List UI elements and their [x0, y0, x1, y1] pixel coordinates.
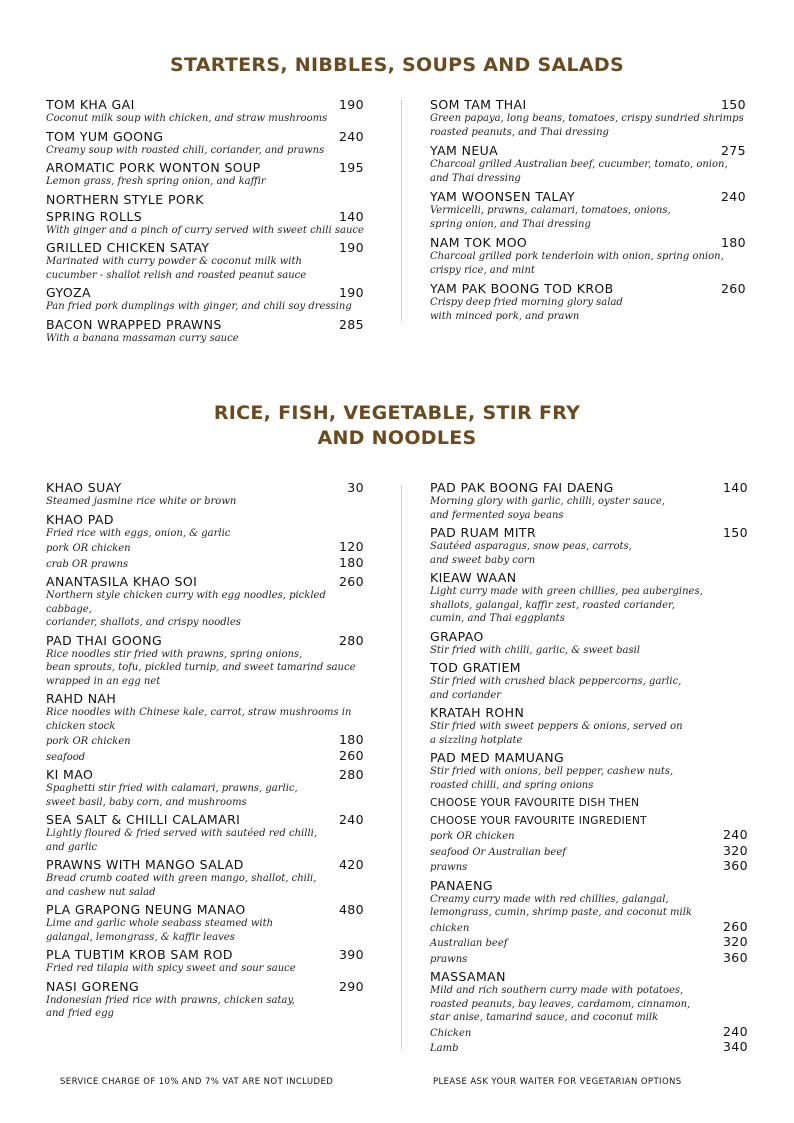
menu-item-description: shallots, galangal, kaffir zest, roasted coriander,: [430, 599, 675, 611]
menu-item-price: 180: [720, 235, 746, 250]
menu-item-description: Vermicelli, prawns, calamari, tomatoes, onions,: [430, 205, 671, 216]
menu-item-name: PRAWNS WITH MANGO SALAD: [46, 857, 244, 872]
menu-item-description: Rice noodles with Chinese kale, carrot, straw mushrooms in chicken stock: [46, 707, 352, 732]
menu-item-option: [46, 556, 364, 572]
starters-right-column: [430, 97, 746, 327]
menu-item-row: [430, 281, 746, 296]
section-title-rice: [0, 401, 794, 451]
menu-item-description: Marinated with curry powder & coconut milk with: [46, 256, 302, 267]
menu-item: [46, 691, 364, 764]
menu-item-description: bean sprouts, tofu, pickled turnip, and sweet tamarind sauce: [46, 662, 356, 673]
menu-item-row: [46, 979, 364, 994]
menu-item-description: coriander, shallots, and crispy noodles: [46, 617, 241, 628]
menu-item-row: [46, 129, 364, 144]
menu-item: [430, 750, 748, 792]
menu-item-price: 190: [338, 240, 364, 255]
menu-item-option: [430, 935, 748, 951]
menu-item-description: Crispy deep fried morning glory salad: [430, 297, 623, 308]
menu-item-name: SPRING ROLLS: [46, 208, 143, 224]
menu-item: [46, 209, 364, 238]
menu-item-price: 280: [338, 632, 364, 648]
menu-item-name: SOM TAM THAI: [430, 97, 527, 112]
menu-item-description: Green papaya, long beans, tomatoes, crispy sundried shrimps: [430, 113, 744, 124]
menu-item: [46, 512, 364, 572]
menu-item-row: [430, 97, 746, 112]
option-price: 120: [338, 539, 364, 554]
choose-block: [430, 796, 748, 875]
option-price: 180: [338, 554, 364, 570]
option-label: seafood: [46, 751, 86, 763]
menu-item-description: Fried rice with eggs, onion, & garlic: [46, 527, 231, 539]
menu-item-description: and garlic: [46, 841, 98, 853]
menu-item-row: [46, 812, 364, 827]
menu-item-description: cucumber - shallot relish and roasted peanut sauce: [46, 269, 307, 281]
menu-item: [46, 240, 364, 282]
menu-item-row: [46, 160, 364, 175]
menu-item-row: [46, 285, 364, 300]
menu-item-name: GRAPAO: [430, 628, 484, 644]
menu-item: [430, 705, 748, 747]
menu-item-price: 30: [347, 480, 364, 495]
option-label: seafood Or Australian beef: [430, 846, 566, 858]
menu-item-description: Pan fried pork dumplings with ginger, and chili soy dressing: [46, 301, 352, 312]
menu-item-name: PAD RUAM MITR: [430, 525, 537, 540]
option-label: Australian beef: [430, 938, 508, 949]
menu-item: [46, 317, 364, 346]
starters-left-column: [46, 97, 364, 348]
menu-item-description: and fermented soya beans: [430, 509, 564, 521]
menu-item: [46, 947, 364, 976]
menu-item-description: Stir fried with chilli, garlic, & sweet basil: [430, 644, 640, 656]
menu-item: [46, 97, 364, 126]
menu-item-name: TOM KHA GAI: [46, 97, 135, 112]
option-price: 180: [338, 732, 364, 747]
menu-item-row: [430, 235, 746, 250]
menu-item-row: [430, 878, 748, 893]
menu-item-row: [46, 691, 364, 706]
menu-item-price: 480: [338, 902, 364, 917]
menu-item: [46, 160, 364, 189]
menu-item-description: Spaghetti stir fried with calamari, prawns, garlic,: [46, 783, 298, 794]
menu-item-row: [430, 525, 748, 540]
menu-item-row: [46, 633, 364, 648]
menu-item-description: Stir fried with onions, bell pepper, cashew nuts,: [430, 766, 674, 777]
option-label: chicken: [430, 922, 470, 934]
menu-item-description: star anise, tamarind sauce, and coconut milk: [430, 1012, 659, 1023]
menu-item-option: [430, 1040, 748, 1056]
menu-item-name: GRILLED CHICKEN SATAY: [46, 240, 210, 255]
menu-item: [46, 192, 364, 207]
option-label: pork OR chicken: [430, 831, 515, 842]
option-price: 260: [338, 747, 364, 763]
menu-item-price: 240: [720, 189, 746, 204]
menu-item-description: Charcoal grilled Australian beef, cucumber, tomato, onion,: [430, 159, 728, 170]
menu-item-description: With a banana massaman curry sauce: [46, 332, 239, 344]
menu-item-name: YAM NEUA: [430, 143, 499, 158]
menu-item-description: and fried egg: [46, 1008, 114, 1019]
menu-item-price: 190: [338, 97, 364, 112]
menu-item: [430, 969, 748, 1056]
menu-item-description: roasted peanuts, and Thai dressing: [430, 126, 609, 138]
menu-item-row: [430, 143, 746, 158]
menu-item-row: [430, 189, 746, 204]
menu-item-price: 275: [720, 143, 746, 158]
menu-item: [46, 574, 364, 630]
menu-item-option: [46, 540, 364, 556]
menu-item-option: [430, 1025, 748, 1041]
menu-item: [46, 767, 364, 809]
menu-item-description: wrapped in an egg net: [46, 675, 161, 687]
menu-item: [46, 285, 364, 314]
menu-item-row: [46, 857, 364, 872]
menu-item: [430, 878, 748, 967]
menu-item-price: 140: [722, 480, 748, 495]
section-title-line1: RICE, FISH, VEGETABLE, STIR FRY: [213, 402, 581, 424]
option-price: 240: [722, 1023, 748, 1039]
menu-item: [46, 979, 364, 1021]
menu-item-option: [46, 733, 364, 749]
menu-item-description: sweet basil, baby corn, and mushrooms: [46, 796, 247, 808]
menu-item-description: cumin, and Thai eggplants: [430, 613, 565, 624]
menu-item-description: Fried red tilapia with spicy sweet and sour sauce: [46, 963, 296, 974]
menu-item: [46, 633, 364, 689]
menu-item-description: crispy rice, and mint: [430, 264, 535, 276]
menu-item-price: 140: [338, 208, 364, 224]
menu-item-row: [46, 902, 364, 917]
menu-item-price: 240: [338, 812, 364, 827]
menu-item-name: YAM PAK BOONG TOD KROB: [430, 281, 614, 296]
option-price: 320: [722, 934, 748, 949]
menu-item: [430, 235, 746, 277]
menu-item: [430, 629, 748, 658]
menu-item-price: 260: [720, 281, 746, 296]
menu-item-description: Northern style chicken curry with egg noodles, pickled cabbage,: [46, 590, 326, 615]
menu-item-option: [430, 920, 748, 936]
menu-item-name: PAD PAK BOONG FAI DAENG: [430, 480, 614, 495]
menu-item: [430, 525, 748, 567]
menu-item-option: [46, 749, 364, 765]
menu-item-name: BACON WRAPPED PRAWNS: [46, 316, 222, 332]
menu-item-description: Light curry made with green chillies, pea aubergines,: [430, 586, 703, 597]
menu-item-price: 280: [338, 767, 364, 782]
menu-item-name: KIEAW WAAN: [430, 570, 517, 585]
menu-item: [46, 129, 364, 158]
menu-item-price: 190: [338, 285, 364, 300]
menu-item-name: MASSAMAN: [430, 969, 506, 984]
menu-item-row: [430, 750, 748, 765]
menu-item-description: Charcoal grilled pork tenderloin with onion, spring onion,: [430, 251, 724, 262]
menu-item-description: galangal, lemongrass, & kaffir leaves: [46, 931, 235, 943]
menu-item-price: 260: [338, 574, 364, 589]
choose-line-1: CHOOSE YOUR FAVOURITE DISH THEN: [430, 797, 640, 809]
menu-item-row: [430, 480, 748, 495]
menu-item-description: a sizzling hotplate: [430, 734, 523, 746]
menu-item-description: Mild and rich southern curry made with potatoes,: [430, 985, 684, 996]
menu-item-row: [46, 947, 364, 962]
menu-item-name: TOD GRATIEM: [430, 660, 521, 675]
menu-item-price: 195: [338, 160, 364, 175]
rice-left-column: [46, 480, 364, 1024]
menu-item-name: ANANTASILA KHAO SOI: [46, 574, 198, 589]
column-divider: [401, 100, 402, 322]
menu-item: [430, 570, 748, 626]
menu-item-description: and Thai dressing: [430, 172, 521, 184]
menu-item-price: 285: [338, 316, 364, 332]
menu-item-price: 150: [722, 525, 748, 540]
choose-option: [430, 859, 748, 875]
menu-item: [430, 97, 746, 139]
menu-item-description: and cashew nut salad: [46, 886, 156, 898]
menu-item-row: [46, 480, 364, 495]
section-title-line2: AND NOODLES: [317, 427, 477, 449]
menu-item-name: KHAO PAD: [46, 511, 114, 527]
menu-item-name: PAD MED MAMUANG: [430, 750, 565, 765]
option-label: Chicken: [430, 1027, 472, 1039]
option-label: prawns: [430, 953, 468, 965]
menu-item-description: roasted peanuts, bay leaves, cardamom, cinnamon,: [430, 998, 691, 1010]
menu-item-description: Stir fried with sweet peppers & onions, served on: [430, 721, 683, 732]
menu-item-name: SEA SALT & CHILLI CALAMARI: [46, 812, 241, 827]
footer-vegetarian: PLEASE ASK YOUR WAITER FOR VEGETARIAN OPTIONS: [433, 1077, 682, 1087]
menu-item-description: and coriander: [430, 689, 502, 701]
menu-item-row: [46, 240, 364, 255]
menu-item: [46, 902, 364, 944]
option-label: prawns: [430, 862, 468, 873]
menu-item-name: PLA TUBTIM KROB SAM ROD: [46, 947, 233, 962]
option-label: crab OR prawns: [46, 558, 129, 570]
menu-item-description: Creamy soup with roasted chili, coriander, and prawns: [46, 144, 325, 156]
menu-item-name: NAM TOK MOO: [430, 235, 528, 250]
column-divider-2: [401, 485, 402, 1050]
rice-right-column: [430, 480, 748, 1059]
menu-item-name: AROMATIC PORK WONTON SOUP: [46, 160, 261, 175]
menu-item-price: 150: [720, 97, 746, 112]
menu-item-row: [430, 629, 748, 644]
menu-item-description: With ginger and a pinch of curry served with sweet chili sauce: [46, 224, 364, 236]
menu-item-description: Creamy curry made with red chillies, galangal,: [430, 893, 669, 905]
menu-item-name: RAHD NAH: [46, 691, 117, 706]
section-title-starters: STARTERS, NIBBLES, SOUPS AND SALADS: [170, 54, 624, 76]
option-label: pork OR chicken: [46, 543, 131, 554]
menu-item-description: Lemon grass, fresh spring onion, and kaffir: [46, 176, 266, 187]
menu-item-name: GYOZA: [46, 285, 91, 300]
menu-item: [46, 812, 364, 854]
menu-item-description: and sweet baby corn: [430, 554, 536, 566]
menu-item: [46, 480, 364, 509]
menu-item-row: [46, 97, 364, 112]
option-price: 320: [722, 842, 748, 858]
menu-item-name: KI MAO: [46, 767, 94, 782]
menu-item: [430, 143, 746, 185]
option-label: Lamb: [430, 1043, 459, 1054]
menu-item-description: Sautéed asparagus, snow peas, carrots,: [430, 541, 632, 552]
menu-item: [430, 189, 746, 231]
menu-item-name: NASI GORENG: [46, 978, 140, 994]
menu-item-description: Rice noodles stir fried with prawns, spring onions,: [46, 648, 303, 660]
menu-item-row: [46, 192, 364, 207]
menu-item-row: [46, 767, 364, 782]
menu-item: [430, 281, 746, 323]
menu-item-description: Lime and garlic whole seabass steamed with: [46, 918, 274, 929]
footer-service-charge: SERVICE CHARGE OF 10% AND 7% VAT ARE NOT INCLUDED: [60, 1077, 334, 1087]
menu-item-row: [430, 570, 748, 585]
choose-option: [430, 844, 748, 860]
menu-item-row: [430, 660, 748, 675]
menu-item-price: 290: [338, 978, 364, 994]
menu-item-name: KRATAH ROHN: [430, 705, 525, 720]
menu-item-description: Bread crumb coated with green mango, shallot, chili,: [46, 873, 317, 884]
option-price: 260: [722, 918, 748, 934]
menu-item-description: roasted chilli, and spring onions: [430, 779, 594, 791]
choose-line-2: CHOOSE YOUR FAVOURITE INGREDIENT: [430, 815, 647, 827]
menu-item-row: [46, 512, 364, 527]
menu-item-name: PLA GRAPONG NEUNG MANAO: [46, 902, 246, 917]
option-price: 360: [722, 949, 748, 965]
menu-item-description: lemongrass, cumin, shrimp paste, and coconut milk: [430, 907, 692, 918]
menu-item-description: spring onion, and Thai dressing: [430, 218, 591, 230]
option-price: 360: [722, 858, 748, 873]
menu-item-row: [46, 317, 364, 332]
menu-item-name: YAM WOONSEN TALAY: [430, 189, 576, 204]
option-price: 240: [722, 827, 748, 842]
menu-item-description: with minced pork, and prawn: [430, 310, 580, 322]
choose-option: [430, 828, 748, 844]
menu-item-name: NORTHERN STYLE PORK: [46, 191, 204, 207]
menu-item-price: 420: [338, 857, 364, 872]
menu-item-price: 390: [338, 947, 364, 962]
menu-item-name: PAD THAI GOONG: [46, 632, 163, 648]
menu-item-name: PANAENG: [430, 877, 493, 893]
menu-item-row: [46, 574, 364, 589]
menu-item-row: [430, 705, 748, 720]
menu-item-name: TOM YUM GOONG: [46, 128, 164, 144]
menu-item: [430, 480, 748, 522]
option-label: pork OR chicken: [46, 736, 131, 747]
menu-item-description: Stir fried with crushed black peppercorns, garlic,: [430, 676, 682, 687]
menu-item-description: Morning glory with garlic, chilli, oyster sauce,: [430, 496, 665, 507]
option-price: 340: [722, 1039, 748, 1054]
menu-item-description: Lightly floured & fried served with sautéed red chilli,: [46, 828, 318, 839]
menu-item-row: [46, 209, 364, 224]
menu-item-row: [430, 969, 748, 984]
menu-item-option: [430, 951, 748, 967]
menu-item-price: 240: [338, 128, 364, 144]
menu-item-description: Coconut milk soup with chicken, and straw mushrooms: [46, 113, 328, 124]
menu-item-description: Indonesian fried rice with prawns, chicken satay,: [46, 994, 295, 1006]
menu-item-name: KHAO SUAY: [46, 480, 122, 495]
menu-item-description: Steamed jasmine rice white or brown: [46, 496, 237, 507]
menu-item: [46, 857, 364, 899]
menu-item: [430, 660, 748, 702]
